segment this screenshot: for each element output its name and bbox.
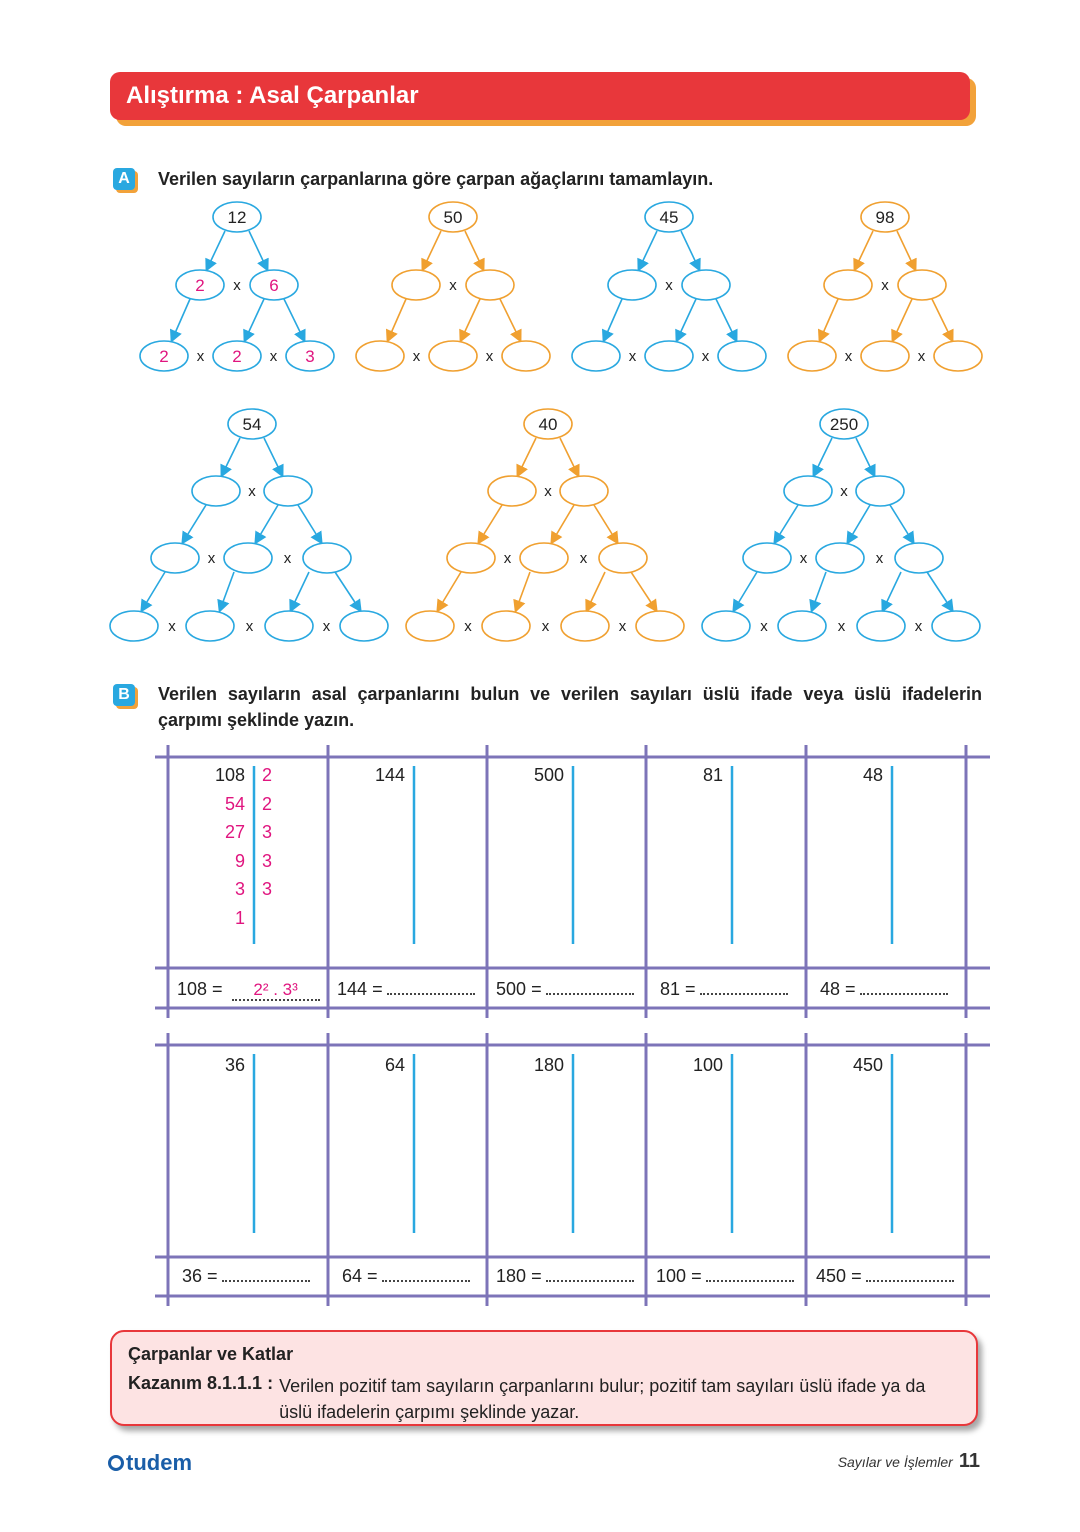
info-key: Kazanım 8.1.1.1 : (128, 1373, 274, 1393)
tree-node-label: 6 (269, 276, 279, 295)
times-sign: x (701, 348, 710, 365)
times-sign: x (875, 550, 884, 567)
times-sign: x (917, 348, 926, 365)
times-sign: x (245, 618, 254, 635)
row2-number-100: 100 (692, 1055, 723, 1075)
tree-root-label: 45 (659, 208, 679, 227)
example-left-1: 54 (224, 794, 245, 814)
times-sign: x (914, 618, 923, 635)
times-sign: x (799, 550, 808, 567)
example-right-0: 2 (262, 765, 273, 785)
logo-icon (108, 1455, 124, 1471)
answer-450[interactable]: 450 = (816, 1266, 954, 1287)
times-sign: x (840, 483, 848, 500)
tree-root-label: 98 (875, 208, 895, 227)
tree-root-label: 40 (538, 415, 558, 434)
example-left-2: 27 (224, 822, 245, 842)
tree-root-label: 250 (829, 415, 859, 434)
tree-node-label: 2 (159, 347, 169, 366)
row1-number-500: 500 (533, 765, 564, 785)
example-right-1: 2 (262, 794, 273, 814)
times-sign: x (485, 348, 494, 365)
section-b-instruction-line1: Verilen sayıların asal çarpanlarını bulun ve verilen sayıları üslü ifade veya üslü ifadelerin (158, 684, 982, 704)
answer-81[interactable]: 81 = (660, 979, 788, 1000)
times-sign: x (665, 277, 673, 294)
tree-root-label: 12 (227, 208, 247, 227)
info-title: Çarpanlar ve Katlar (128, 1344, 294, 1364)
times-sign: x (579, 550, 588, 567)
example-left-3: 9 (234, 851, 245, 871)
times-sign: x (503, 550, 512, 567)
times-sign: x (544, 483, 552, 500)
times-sign: x (207, 550, 216, 567)
example-left-4: 3 (234, 879, 245, 899)
row2-number-450: 450 (852, 1055, 883, 1075)
answer-180[interactable]: 180 = (496, 1266, 634, 1287)
example-left-5: 1 (234, 908, 245, 928)
row1-number-48: 48 (862, 765, 883, 785)
times-sign: x (322, 618, 331, 635)
times-sign: x (618, 618, 627, 635)
times-sign: x (541, 618, 550, 635)
example-answer: 108 = 2² . 3³ (177, 979, 320, 1001)
row1-number-144: 144 (374, 765, 405, 785)
section-b-instruction-line2: çarpımı şeklinde yazın. (158, 710, 355, 730)
times-sign: x (196, 348, 205, 365)
times-sign: x (760, 618, 768, 635)
section-a-badge: A (113, 168, 135, 190)
answer-36[interactable]: 36 = (182, 1266, 310, 1287)
page-footer: Sayılar ve İşlemler 11 (837, 1450, 980, 1472)
row2-number-36: 36 (224, 1055, 245, 1075)
times-sign: x (881, 277, 889, 294)
row2-number-180: 180 (533, 1055, 564, 1075)
tree-root-label: 54 (242, 415, 262, 434)
times-sign: x (283, 550, 292, 567)
page-number: 11 (958, 1450, 980, 1472)
times-sign: x (464, 618, 472, 635)
publisher-logo: tudem (108, 1450, 192, 1476)
answer-100[interactable]: 100 = (656, 1266, 794, 1287)
answer-64[interactable]: 64 = (342, 1266, 470, 1287)
times-sign: x (837, 618, 846, 635)
answer-144[interactable]: 144 = (337, 979, 475, 1000)
example-right-3: 3 (262, 851, 273, 871)
tree-node-label: 2 (195, 276, 205, 295)
example-right-2: 3 (262, 822, 273, 842)
answer-48[interactable]: 48 = (820, 979, 948, 1000)
times-sign: x (844, 348, 853, 365)
times-sign: x (233, 277, 241, 294)
example-right-4: 3 (262, 879, 273, 899)
example-left-0: 108 (214, 765, 245, 785)
info-text: Verilen pozitif tam sayıların çarpanlarını bulur; pozitif tam sayıları üslü ifade ya da üslü ifadelerin çarpımı şeklinde yazar. (279, 1376, 926, 1422)
times-sign: x (449, 277, 457, 294)
tree-node-label: 3 (305, 347, 315, 366)
times-sign: x (412, 348, 421, 365)
row1-number-81: 81 (702, 765, 723, 785)
times-sign: x (269, 348, 278, 365)
row2-number-64: 64 (384, 1055, 405, 1075)
learning-outcome-box (110, 1330, 978, 1426)
times-sign: x (628, 348, 637, 365)
times-sign: x (168, 618, 176, 635)
tree-root-label: 50 (443, 208, 463, 227)
section-a-instruction: Verilen sayıların çarpanlarına göre çarpan ağaçlarını tamamlayın. (158, 169, 714, 189)
section-b-badge: B (113, 684, 135, 706)
times-sign: x (248, 483, 256, 500)
page-title: Alıştırma : Asal Çarpanlar (110, 72, 970, 120)
answer-500[interactable]: 500 = (496, 979, 634, 1000)
tree-node-label: 2 (232, 347, 242, 366)
